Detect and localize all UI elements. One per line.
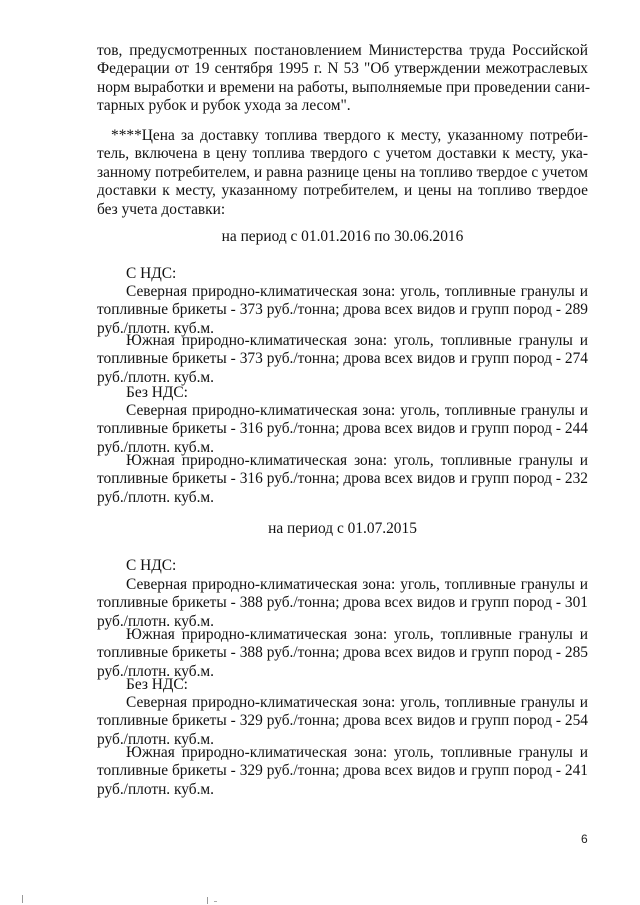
- period-heading: на период с 01.07.2015: [268, 520, 417, 537]
- text-line: доставки к месту, указанному потребителем, и цены на топливо твердое: [97, 182, 588, 200]
- period1-no-vat-label: [97, 384, 588, 402]
- text-line: топливные брикеты - 329 руб./тонна; дрова всех видов и групп пород - 254: [97, 712, 588, 730]
- text-line: руб./плотн. куб.м.: [97, 612, 215, 630]
- text-line: занному потребителем, и равна разнице цены на топливо твердое с учетом: [97, 163, 588, 181]
- text-line: топливные брикеты - 316 руб./тонна; дрова всех видов и групп пород - 244: [97, 420, 588, 438]
- text-line: Северная природно-климатическая зона: уголь, топливные гранулы и: [126, 694, 588, 711]
- text-line: Северная природно-климатическая зона: уголь, топливные гранулы и: [126, 576, 588, 593]
- text-line: Южная природно-климатическая зона: уголь, топливные гранулы и: [126, 626, 588, 643]
- period2-no-vat-label: [97, 676, 588, 694]
- text-line: тель, включена в цену топлива твердого с учетом доставки к месту, ука-: [97, 145, 588, 163]
- text-line: Северная природно-климатическая зона: уголь, топливные гранулы и: [126, 402, 588, 419]
- period2-north-novat: [97, 694, 588, 749]
- text-line: Южная природно-климатическая зона: уголь, топливные гранулы и: [126, 452, 588, 469]
- text-line: топливные брикеты - 388 руб./тонна; дрова всех видов и групп пород - 285: [97, 644, 588, 662]
- text-line: С НДС:: [126, 265, 177, 282]
- page-number: 6: [581, 832, 588, 846]
- period2-with-vat-label: [97, 557, 588, 575]
- text-line: Северная природно-климатическая зона: уголь, топливные гранулы и: [126, 283, 588, 300]
- period1-south-vat: [97, 332, 588, 387]
- text-line: Южная природно-климатическая зона: уголь, топливные гранулы и: [126, 332, 588, 349]
- text-line: Без НДС:: [126, 676, 188, 693]
- period2-south-vat: [97, 626, 588, 681]
- period1-north-novat: [97, 402, 588, 457]
- text-line: руб./плотн. куб.м.: [97, 319, 215, 337]
- text-line: С НДС:: [126, 557, 177, 574]
- text-line: Южная природно-климатическая зона: уголь, топливные гранулы и: [126, 744, 588, 761]
- period2-north-vat: [97, 576, 588, 631]
- intro-paragraph: [97, 42, 591, 116]
- text-line: без учета доставки:: [97, 200, 226, 218]
- period1-north-vat: [97, 283, 588, 338]
- text-line: топливные брикеты - 329 руб./тонна; дрова всех видов и групп пород - 241: [97, 762, 588, 780]
- text-line: руб./плотн. куб.м.: [97, 662, 215, 680]
- text-line: топливные брикеты - 373 руб./тонна; дрова всех видов и групп пород - 274: [97, 350, 588, 368]
- text-line: тарных рубок и рубок ухода за лесом".: [97, 97, 351, 115]
- period1-with-vat-label: [97, 265, 588, 283]
- text-line: тов, предусмотренных постановлением Министерства труда Российской: [97, 42, 588, 59]
- text-line: топливные брикеты - 373 руб./тонна; дрова всех видов и групп пород - 289: [97, 301, 588, 319]
- text-line: Федерации от 19 сентября 1995 г. N 53 "Об утверждении межотраслевых: [97, 60, 588, 78]
- period2-south-novat: [97, 744, 588, 799]
- text-line: руб./плотн. куб.м.: [97, 438, 215, 456]
- text-line: ****Цена за доставку топлива твердого к месту, указанному потреби-: [111, 127, 588, 144]
- text-line: руб./плотн. куб.м.: [97, 368, 215, 386]
- text-line: норм выработки и времени на работы, выполняемые при проведении сани-: [97, 78, 591, 96]
- text-line: топливные брикеты - 316 руб./тонна; дрова всех видов и групп пород - 232: [97, 470, 588, 488]
- delivery-note-paragraph: [97, 127, 588, 219]
- text-line: руб./плотн. куб.м.: [97, 780, 215, 798]
- text-line: топливные брикеты - 388 руб./тонна; дрова всех видов и групп пород - 301: [97, 594, 588, 612]
- period-heading: на период с 01.01.2016 по 30.06.2016: [221, 228, 464, 245]
- text-line: Без НДС:: [126, 384, 188, 401]
- text-line: руб./плотн. куб.м.: [97, 488, 215, 506]
- text-line: руб./плотн. куб.м.: [97, 730, 215, 748]
- scan-artifacts: [0, 885, 640, 905]
- period1-south-novat: [97, 452, 588, 507]
